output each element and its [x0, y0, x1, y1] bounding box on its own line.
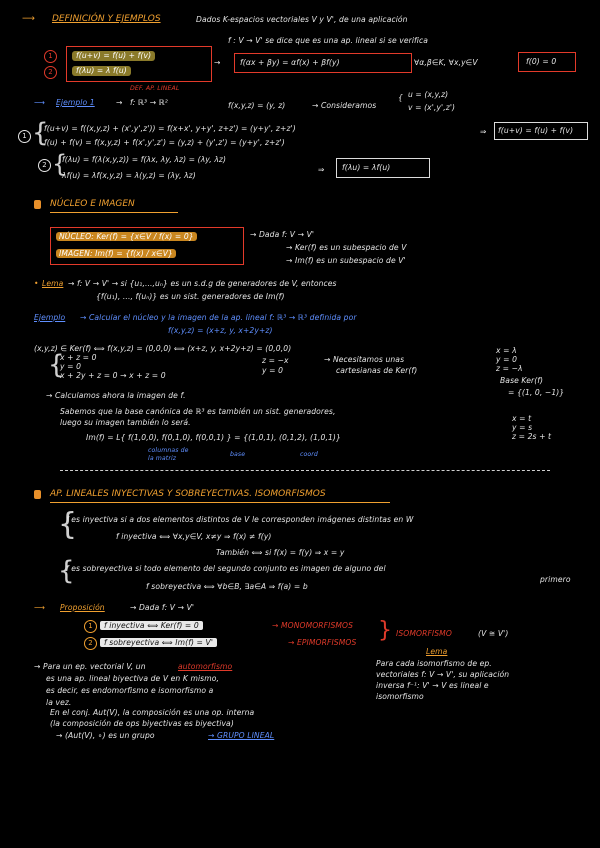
title-underline — [50, 502, 390, 503]
im-note-matrix: la matriz — [148, 455, 177, 462]
number-2-badge: 2 — [84, 637, 97, 650]
arrow-icon: → — [116, 98, 123, 107]
know-line-2: luego su imagen también lo será. — [60, 418, 191, 427]
section-divider — [60, 470, 550, 471]
proof-1-result: f(u+v) = f(u) + f(v) — [498, 126, 574, 135]
vector-v: v = (x',y',z') — [408, 103, 456, 112]
ker-subspace: → Ker(f) es un subespacio de V — [286, 243, 407, 252]
brace-icon: { — [48, 350, 65, 380]
ejemplo-label: Ejemplo — [34, 313, 66, 322]
lema-line-2: {f(u₁), ..., f(uₙ)} es un sist. generadores de Im(f) — [96, 292, 285, 301]
example-definition: f(x,y,z) = (y, z) — [228, 101, 286, 110]
arrow-icon: ⟶ — [22, 14, 35, 24]
endo-line-4: la vez. — [46, 698, 72, 707]
brace-icon: } — [378, 618, 393, 643]
condition-homogeneous: f(λu) = λ f(u) — [72, 66, 131, 76]
brace-icon: { — [58, 556, 75, 586]
arrow-icon: ⟶ — [34, 98, 45, 107]
brace-icon: { — [32, 118, 49, 148]
forall-quantifier: ∀α,β∈K, ∀x,y∈V — [414, 58, 478, 67]
monomorfismos-label: → MONOMORFISMOS — [272, 621, 354, 630]
proposicion-given: → Dada f: V → V' — [130, 603, 195, 612]
im-param-3: z = 2s + t — [512, 432, 552, 441]
combined-condition: f(αx + βy) = αf(x) + βf(y) — [240, 58, 340, 67]
intro-line-1: Dados K-espacios vectoriales V y V', de una aplicación — [196, 15, 408, 24]
lema2-label: Lema — [426, 647, 448, 656]
calc-imagen-text: → Calculamos ahora la imagen de f. — [46, 391, 186, 400]
know-line-1: Sabemos que la base canónica de ℝ³ es también un sist. generadores, — [60, 407, 336, 416]
endo-line-1: → Para un ep. vectorial V, un — [34, 662, 146, 671]
proof-1-line-b: f(u) + f(v) = f(x,y,z) + f(x',y',z') = (y,z) + (y',z') = (y+y', z+z') — [44, 138, 285, 147]
iny-line-3: También ⟺ si f(x) = f(y) ⇒ x = y — [216, 548, 345, 557]
given-map: → Dada f: V → V' — [250, 230, 315, 239]
sob-line-2: f sobreyectiva ⟺ ∀b∈B, ∃a∈A ⇒ f(a) = b — [146, 582, 308, 591]
ejemplo-line-2: f(x,y,z) = (x+z, y, x+2y+z) — [168, 326, 273, 335]
system-eq-2: y = 0 — [60, 362, 82, 371]
ker-membership: (x,y,z) ∈ Ker(f) ⟺ f(x,y,z) = (0,0,0) ⟺ (x+z, y, x+2y+z) = (0,0,0) — [34, 344, 292, 353]
endo-line-3: es decir, es endomorfismo e isomorfismo a — [46, 686, 214, 695]
number-2-badge: 2 — [38, 159, 51, 172]
isomorfismo-symbol: (V ≅ V') — [478, 629, 509, 638]
endo-line-5: En el conj. Aut(V), la composición es una op. interna — [50, 708, 255, 717]
sob-line-1b: primero — [540, 575, 571, 584]
def-label: DEF. AP. LINEAL — [130, 85, 180, 92]
proof-2-result: f(λu) = λf(u) — [342, 163, 391, 172]
prop-1: f inyectiva ⟺ Ker(f) = 0 — [100, 621, 203, 631]
iny-line-2: f inyectiva ⟺ ∀x,y∈V, x≠y ⇒ f(x) ≠ f(y) — [116, 532, 272, 541]
section-title-inyectivas: AP. LINEALES INYECTIVAS Y SOBREYECTIVAS. ISOMORFISMOS — [50, 489, 326, 499]
ker-base-label: Base Ker(f) — [500, 376, 544, 385]
param-eq-3: z = −λ — [496, 364, 523, 373]
system-note-1: → Necesitamos unas — [324, 355, 405, 364]
ker-base-value: = {(1, 0, −1)} — [508, 388, 565, 397]
section-bullet-icon — [34, 490, 41, 499]
proof-2-line-a: f(λu) = f(λ(x,y,z)) = f(λx, λy, λz) = (λy, λz) — [62, 155, 227, 164]
im-note-coord: coord — [300, 451, 318, 458]
endo-line-7: → (Aut(V), ∘) es un grupo — [56, 731, 155, 740]
im-param-1: x = t — [512, 414, 532, 423]
arrow-icon: ⟶ — [34, 603, 45, 612]
param-eq-2: y = 0 — [496, 355, 518, 364]
system-result-2: y = 0 — [262, 366, 284, 375]
ejemplo-line-1: → Calcular el núcleo y la imagen de la ap. lineal f: ℝ³ → ℝ³ definida por — [80, 313, 357, 322]
condition-additive: f(u+v) = f(u) + f(v) — [72, 51, 155, 61]
system-eq-1: x + z = 0 — [60, 353, 97, 362]
lema2-line-2: vectoriales f: V → V', su aplicación — [376, 670, 510, 679]
proposicion-label: Proposición — [60, 603, 105, 612]
number-1-badge: 1 — [44, 50, 57, 63]
imagen-definition: IMAGEN: Im(f) = {f(x) / x∈V} — [56, 249, 176, 259]
epimorfismos-label: → EPIMORFISMOS — [288, 638, 357, 647]
number-2-badge: 2 — [44, 66, 57, 79]
zero-condition: f(0) = 0 — [526, 57, 557, 66]
lema2-line-3: inversa f⁻¹: V' → V es lineal e — [376, 681, 489, 690]
section-title-nucleo: NÚCLEO E IMAGEN — [50, 199, 135, 209]
vector-u: u = (x,y,z) — [408, 90, 449, 99]
proof-1-line-a: f(u+v) = f((x,y,z) + (x',y',z')) = f(x+x', y+y', z+z') = (y+y', z+z') — [44, 124, 296, 133]
brace-icon: { — [398, 93, 403, 102]
grupo-lineal-label: → GRUPO LINEAL — [208, 731, 275, 740]
im-subspace: → Im(f) es un subespacio de V' — [286, 256, 406, 265]
automorfismo-word: automorfismo — [178, 662, 233, 671]
system-result-1: z = −x — [262, 356, 289, 365]
im-span-line: Im(f) = L{ f(1,0,0), f(0,1,0), f(0,0,1) } = {(1,0,1), (0,1,2), (1,0,1)} — [86, 433, 341, 442]
number-1-badge: 1 — [84, 620, 97, 633]
system-note-2: cartesianas de Ker(f) — [336, 366, 418, 375]
example-label: Ejemplo 1 — [56, 98, 95, 107]
isomorfismo-label: ISOMORFISMO — [396, 629, 452, 638]
system-eq-3: x + 2y + z = 0 → x + z = 0 — [60, 371, 166, 380]
im-param-2: y = s — [512, 423, 533, 432]
section-title-definicion: DEFINICIÓN Y EJEMPLOS — [52, 14, 161, 24]
title-underline — [50, 212, 178, 213]
lema-label: Lema — [42, 279, 64, 288]
prop-2: f sobreyectiva ⟺ Im(f) = V' — [100, 638, 217, 648]
param-eq-1: x = λ — [496, 346, 517, 355]
arrow-icon: → — [214, 58, 221, 67]
number-1-badge: 1 — [18, 130, 31, 143]
arrow-icon: ⇒ — [318, 165, 325, 174]
example-map: f: ℝ³ → ℝ² — [130, 98, 168, 107]
lema-line-1: → f: V → V' → si {u₁,...,uₙ} es un s.d.g de generadores de V, entonces — [68, 279, 337, 288]
lema2-line-4: isomorfismo — [376, 692, 424, 701]
endo-line-2: es una ap. lineal biyectiva de V en K mismo, — [46, 674, 219, 683]
brace-icon: { — [52, 150, 68, 178]
brace-icon: { — [58, 507, 78, 542]
arrow-icon: ⇒ — [480, 127, 487, 136]
endo-line-6: (la composición de ops biyectivas es biyectiva) — [50, 719, 234, 728]
lema2-line-1: Para cada isomorfismo de ep. — [376, 659, 492, 668]
lema-bullet-icon: • — [34, 279, 39, 288]
nucleo-definition: NÚCLEO: Ker(f) = {x∈V / f(x) = 0} — [56, 232, 197, 242]
intro-line-2: f : V → V' se dice que es una ap. lineal si se verifica — [228, 36, 429, 45]
iny-line-1: f es inyectiva si a dos elementos distintos de V le corresponden imágenes distintas en W — [66, 515, 414, 524]
im-note-columns: columnas de — [148, 447, 189, 454]
sob-line-1: f es sobreyectiva si todo elemento del segundo conjunto es imagen de alguno del — [66, 564, 386, 573]
im-note-base: base — [230, 451, 246, 458]
proof-2-line-b: λf(u) = λf(x,y,z) = λ(y,z) = (λy, λz) — [62, 171, 196, 180]
consider-text: → Consideramos — [312, 101, 377, 110]
section-bullet-icon — [34, 200, 41, 209]
